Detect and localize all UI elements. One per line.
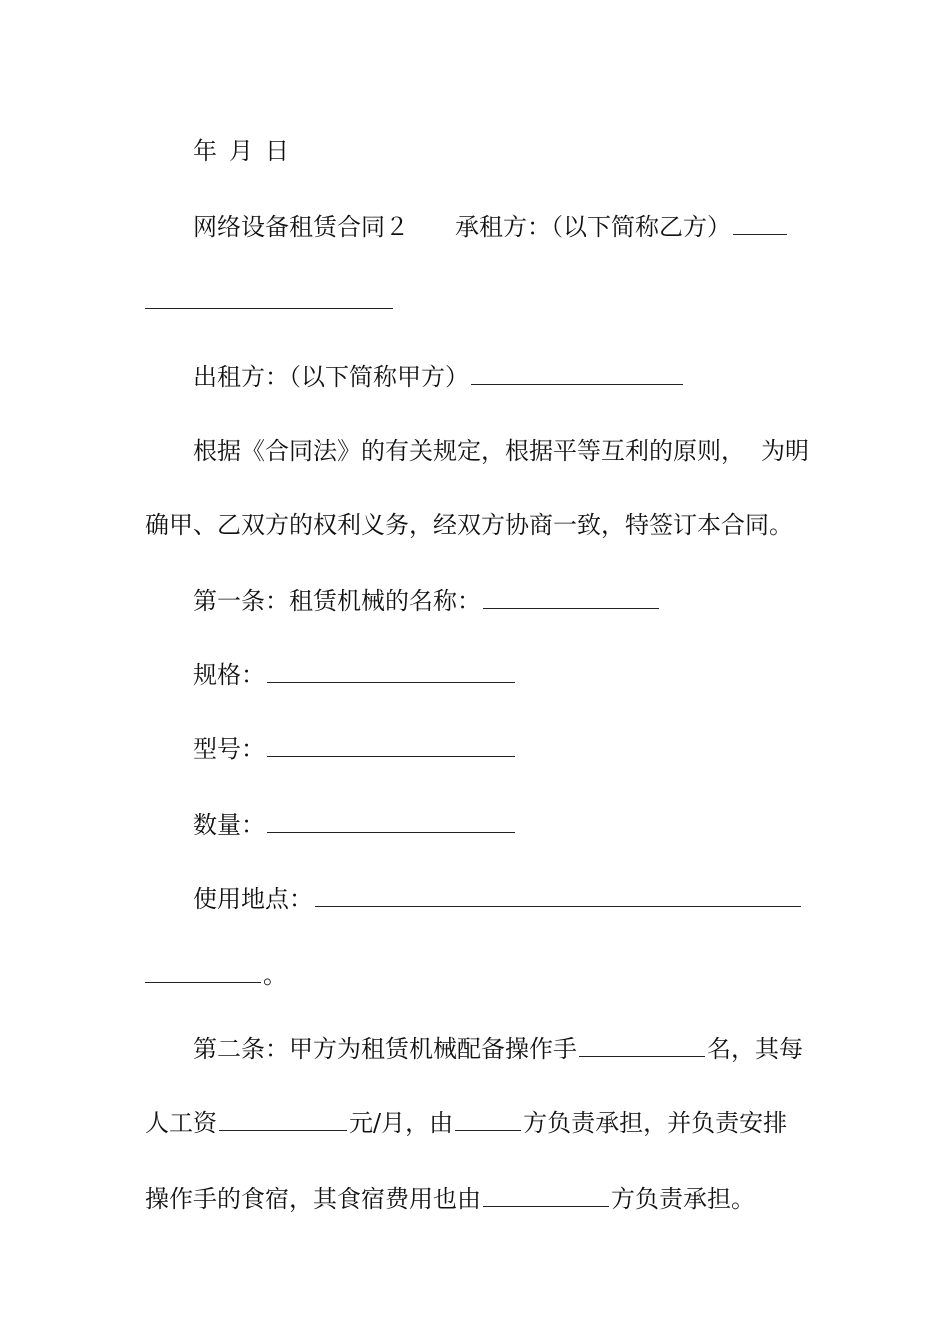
day-label: 日 bbox=[265, 137, 289, 165]
lessee-continuation-line bbox=[145, 286, 395, 316]
quantity-label: 数量： bbox=[193, 811, 265, 839]
spec-label: 规格： bbox=[193, 661, 265, 689]
article1-name-label: 第一条：租赁机械的名称： bbox=[193, 587, 481, 615]
article2-line-2 bbox=[145, 1108, 787, 1138]
model-blank bbox=[267, 736, 515, 757]
model-label: 型号： bbox=[193, 735, 265, 763]
contract-title: 网络设备租赁合同２ bbox=[193, 213, 409, 241]
article1-quantity-line bbox=[193, 810, 517, 840]
lessor-line bbox=[193, 362, 685, 392]
lessee-label: 承租方：（以下简称乙方） bbox=[455, 213, 731, 241]
article1-spec-line bbox=[193, 660, 517, 690]
lessor-label: 出租方：（以下简称甲方） bbox=[193, 363, 469, 391]
date-line bbox=[193, 136, 289, 166]
article2-text-2b: 元/月，由 bbox=[349, 1109, 454, 1137]
lessee-blank-continued bbox=[145, 288, 393, 309]
article1-name-line bbox=[193, 586, 661, 616]
preamble-text-1-tail: 为明 bbox=[761, 437, 809, 465]
article2-text-2a: 人工资 bbox=[145, 1109, 217, 1137]
preamble-text-2: 确甲、乙双方的权利义务，经双方协商一致，特签订本合同。 bbox=[145, 511, 793, 539]
location-blank-continued bbox=[145, 962, 261, 983]
spec-blank bbox=[267, 662, 515, 683]
location-blank bbox=[315, 886, 801, 907]
article1-location-continuation bbox=[145, 960, 287, 990]
quantity-blank bbox=[267, 812, 515, 833]
wage-blank bbox=[219, 1110, 347, 1131]
lodging-party-blank bbox=[483, 1186, 609, 1207]
machine-name-blank bbox=[483, 588, 659, 609]
article1-model-line bbox=[193, 734, 517, 764]
year-label: 年 bbox=[193, 137, 217, 165]
article2-text-2c: 方负责承担，并负责安排 bbox=[523, 1109, 788, 1137]
location-label: 使用地点： bbox=[193, 885, 313, 913]
article2-text-3b: 方负责承担。 bbox=[611, 1185, 755, 1213]
lessor-blank bbox=[471, 364, 683, 385]
operator-count-blank bbox=[579, 1036, 705, 1057]
article2-line-3 bbox=[145, 1184, 755, 1214]
article2-text-1b: 名，其每 bbox=[707, 1035, 803, 1063]
title-line bbox=[193, 212, 789, 242]
preamble-line-1 bbox=[193, 436, 809, 466]
article2-line-1 bbox=[193, 1034, 803, 1064]
preamble-text-1: 根据《合同法》的有关规定，根据平等互利的原则， bbox=[193, 437, 745, 465]
location-end-mark: 。 bbox=[263, 961, 287, 989]
article2-text-3a: 操作手的食宿，其食宿费用也由 bbox=[145, 1185, 481, 1213]
article2-text-1a: 第二条：甲方为租赁机械配备操作手 bbox=[193, 1035, 577, 1063]
article1-location-line bbox=[193, 884, 803, 914]
month-label: 月 bbox=[229, 137, 253, 165]
wage-party-blank bbox=[455, 1110, 521, 1131]
preamble-line-2 bbox=[145, 510, 793, 540]
lessee-blank bbox=[733, 214, 787, 235]
